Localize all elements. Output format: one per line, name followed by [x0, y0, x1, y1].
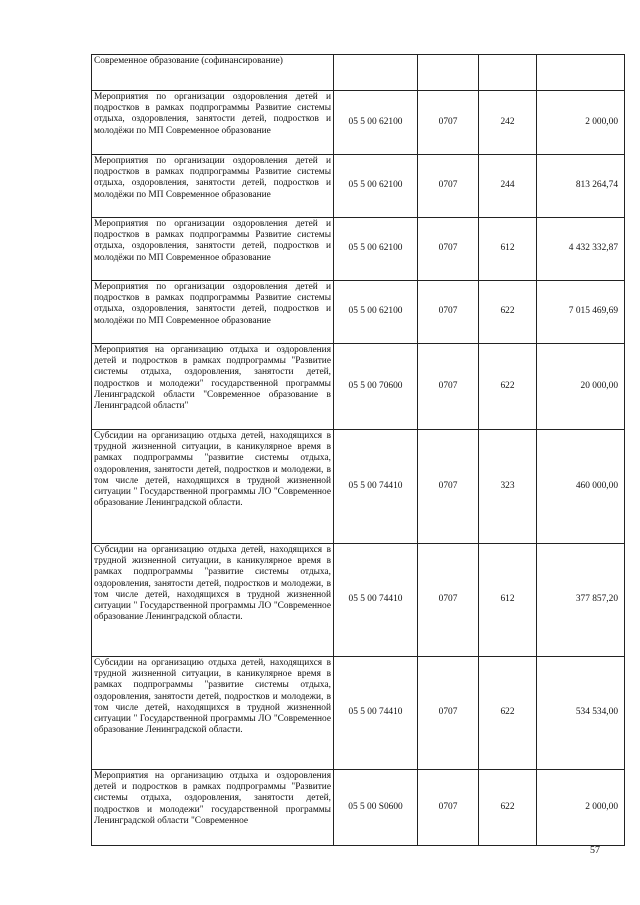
row-name-cell: Современное образование (софинансирование)	[92, 55, 334, 91]
amount-cell: 460 000,00	[537, 430, 625, 544]
budget-table	[91, 54, 625, 846]
section-code-cell	[418, 55, 479, 91]
row-name-cell: Субсидии на организацию отдыха детей, находящихся в трудной жизненной ситуации, в каникулярное время в рамках подпрограммы "развитие системы отдыха, оздоровления, занятости детей, подростков и молодежи, в том числе детей, находящихся в трудной жизненной ситуации " Государственной программы ЛО "Современное образование Ленинградской области.	[92, 544, 334, 657]
expense-type-cell: 612	[479, 544, 537, 657]
expense-type-cell: 622	[479, 770, 537, 846]
target-article-cell: 05 5 00 74410	[334, 544, 418, 657]
section-code-cell: 0707	[418, 544, 479, 657]
section-code-cell: 0707	[418, 770, 479, 846]
amount-cell: 813 264,74	[537, 155, 625, 218]
table-row	[92, 544, 625, 657]
section-code-cell: 0707	[418, 155, 479, 218]
amount-cell	[537, 55, 625, 91]
target-article-cell: 05 5 00 S0600	[334, 770, 418, 846]
row-name-cell: Мероприятия по организации оздоровления детей и подростков в рамках подпрограммы Развитие системы отдыха, оздоровления, занятости детей, подростков и молодёжи по МП Современное образование	[92, 91, 334, 155]
amount-cell: 2 000,00	[537, 91, 625, 155]
amount-cell: 377 857,20	[537, 544, 625, 657]
table-row	[92, 55, 625, 91]
page-number: 57	[590, 845, 600, 856]
target-article-cell: 05 5 00 62100	[334, 281, 418, 344]
row-name-cell: Субсидии на организацию отдыха детей, находящихся в трудной жизненной ситуации, в каникулярное время в рамках подпрограммы "развитие системы отдыха, оздоровления, занятости детей, подростков и молодежи, в том числе детей, находящихся в трудной жизненной ситуации " Государственной программы ЛО "Современное образование Ленинградской области.	[92, 430, 334, 544]
section-code-cell: 0707	[418, 430, 479, 544]
expense-type-cell: 612	[479, 218, 537, 281]
expense-type-cell: 244	[479, 155, 537, 218]
target-article-cell: 05 5 00 74410	[334, 657, 418, 770]
row-name-cell: Мероприятия по организации оздоровления детей и подростков в рамках подпрограммы Развитие системы отдыха, оздоровления, занятости детей, подростков и молодёжи по МП Современное образование	[92, 155, 334, 218]
section-code-cell: 0707	[418, 218, 479, 281]
section-code-cell: 0707	[418, 344, 479, 430]
row-name-cell: Субсидии на организацию отдыха детей, находящихся в трудной жизненной ситуации, в каникулярное время в рамках подпрограммы "развитие системы отдыха, оздоровления, занятости детей, подростков и молодежи, в том числе детей, находящихся в трудной жизненной ситуации " Государственной программы ЛО "Современное образование Ленинградской области.	[92, 657, 334, 770]
expense-type-cell: 622	[479, 344, 537, 430]
table-row	[92, 430, 625, 544]
section-code-cell: 0707	[418, 91, 479, 155]
amount-cell: 7 015 469,69	[537, 281, 625, 344]
row-name-cell: Мероприятия по организации оздоровления детей и подростков в рамках подпрограммы Развитие системы отдыха, оздоровления, занятости детей, подростков и молодёжи по МП Современное образование	[92, 218, 334, 281]
row-name-cell: Мероприятия на организацию отдыха и оздоровления детей и подростков в рамках подпрограммы "Развитие системы отдыха, оздоровления, занятости детей, подростков и молодежи" государственной программы Ленинградской области "Современное образование в Ленинградсой области"	[92, 344, 334, 430]
target-article-cell: 05 5 00 62100	[334, 91, 418, 155]
target-article-cell: 05 5 00 62100	[334, 155, 418, 218]
amount-cell: 4 432 332,87	[537, 218, 625, 281]
expense-type-cell: 622	[479, 281, 537, 344]
amount-cell: 20 000,00	[537, 344, 625, 430]
row-name-cell: Мероприятия по организации оздоровления детей и подростков в рамках подпрограммы Развитие системы отдыха, оздоровления, занятости детей, подростков и молодёжи по МП Современное образование	[92, 281, 334, 344]
expense-type-cell: 622	[479, 657, 537, 770]
section-code-cell: 0707	[418, 657, 479, 770]
expense-type-cell	[479, 55, 537, 91]
table-row	[92, 344, 625, 430]
table-row	[92, 91, 625, 155]
table-row	[92, 281, 625, 344]
amount-cell: 2 000,00	[537, 770, 625, 846]
table-row	[92, 155, 625, 218]
table-row	[92, 218, 625, 281]
expense-type-cell: 242	[479, 91, 537, 155]
row-name-cell: Мероприятия на организацию отдыха и оздоровления детей и подростков в рамках подпрограммы "Развитие системы отдыха, оздоровления, занятости детей, подростков и молодежи" государственной программы Ленинградской области "Современное	[92, 770, 334, 846]
amount-cell: 534 534,00	[537, 657, 625, 770]
section-code-cell: 0707	[418, 281, 479, 344]
table-row	[92, 657, 625, 770]
expense-type-cell: 323	[479, 430, 537, 544]
target-article-cell	[334, 55, 418, 91]
table-row	[92, 770, 625, 846]
target-article-cell: 05 5 00 74410	[334, 430, 418, 544]
target-article-cell: 05 5 00 70600	[334, 344, 418, 430]
target-article-cell: 05 5 00 62100	[334, 218, 418, 281]
